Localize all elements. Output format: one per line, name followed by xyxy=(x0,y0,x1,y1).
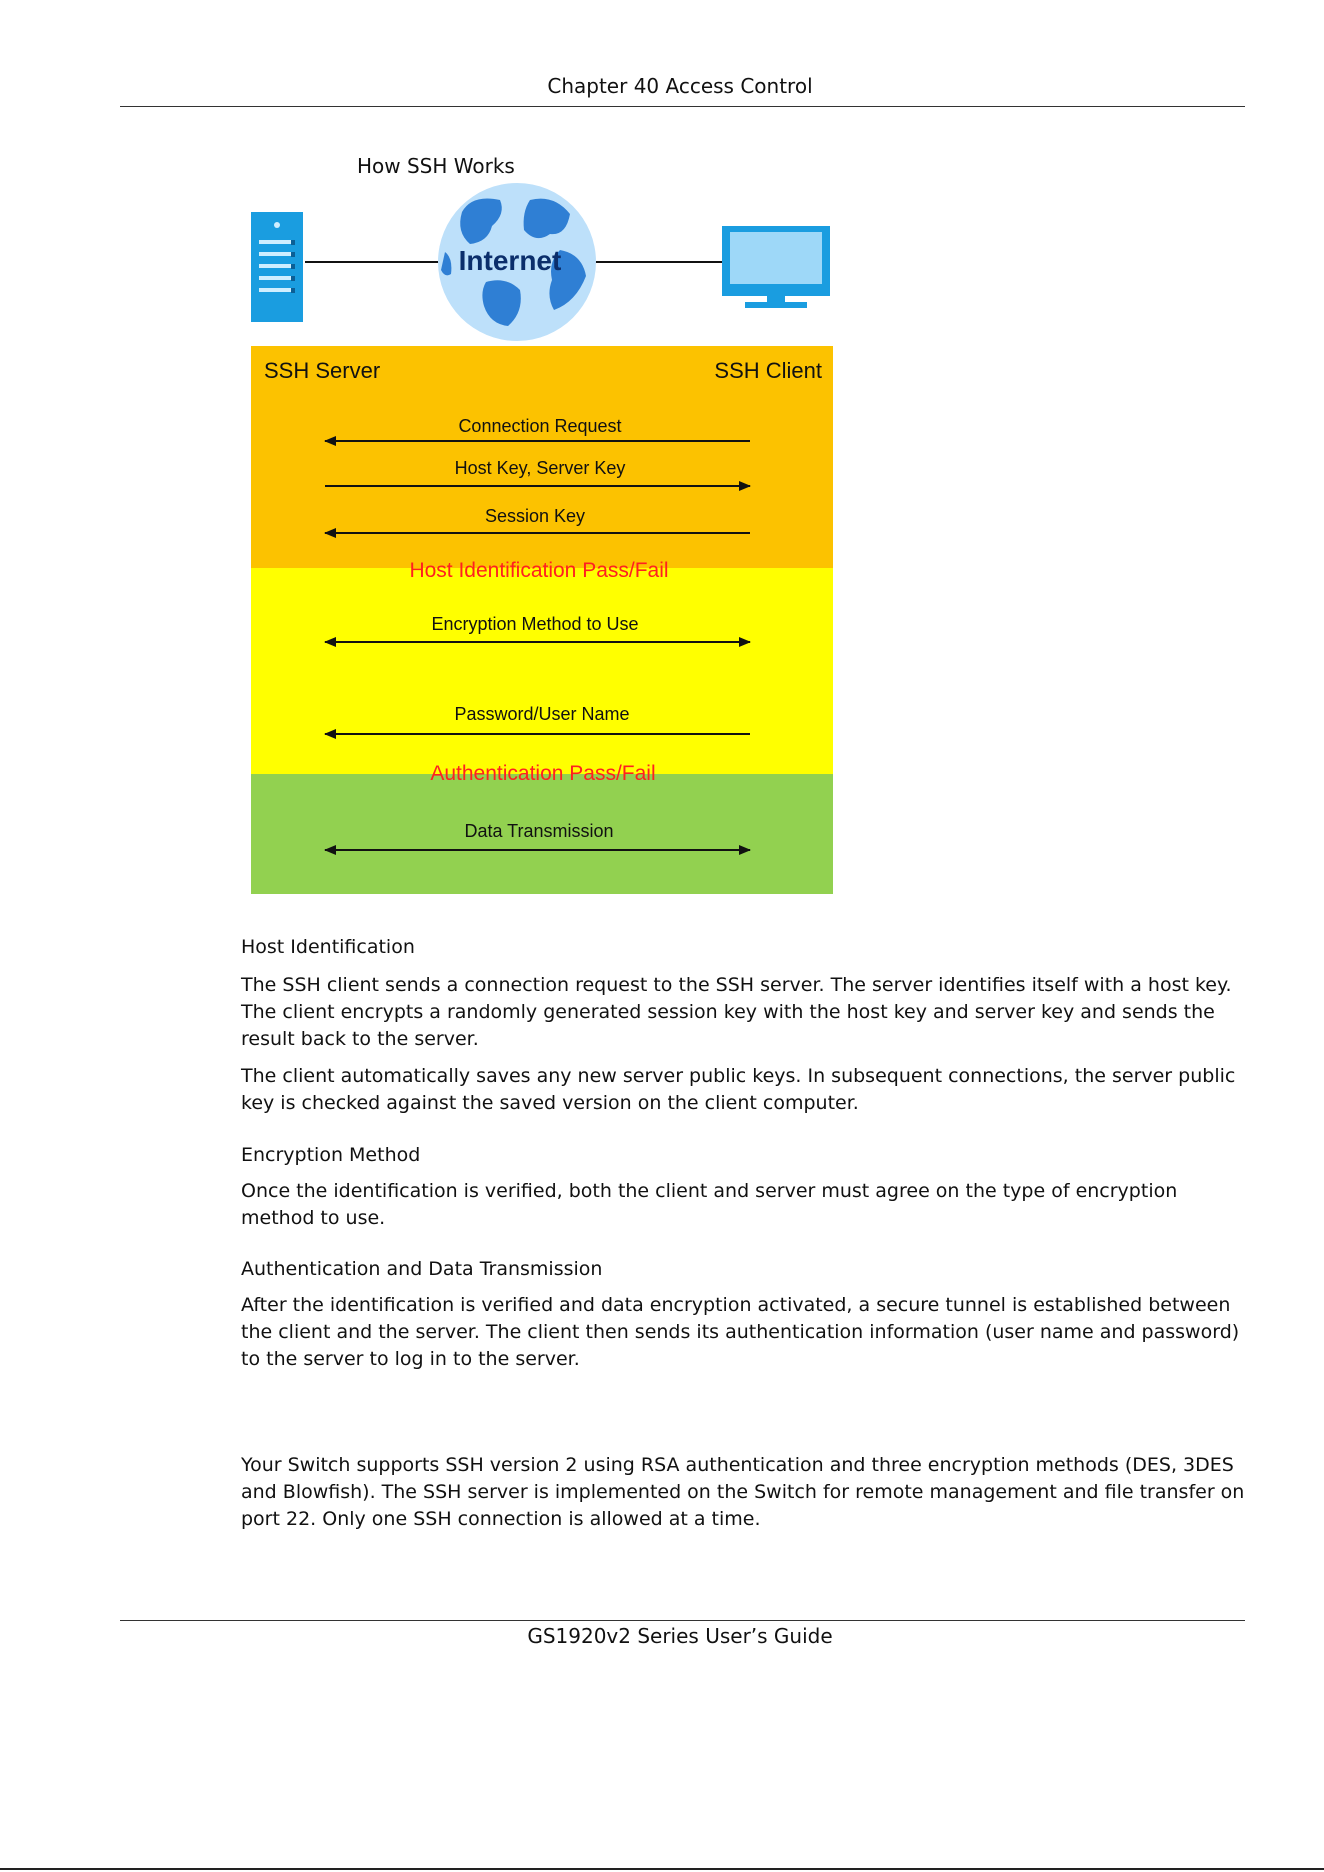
message-label-host-key: Host Key, Server Key xyxy=(454,458,626,478)
guide-footer: GS1920v2 Series User’s Guide xyxy=(527,1624,833,1648)
ssh-server-label: SSH Server xyxy=(264,358,381,383)
switch-support-paragraph: Your Switch supports SSH version 2 using RSA authentication and three encryption methods (DES, 3DES and Blowfish). The SSH server is implemented on the Switch for remote management and file transfer on port 22. Only one SSH connection is allowed at a time. xyxy=(241,1454,1245,1530)
message-label-password: Password/User Name xyxy=(454,704,630,724)
message-label-data-transmission: Data Transmission xyxy=(464,821,614,841)
section-authentication-heading: Authentication and Data Transmission xyxy=(241,1258,603,1280)
footer-rule xyxy=(120,1620,1245,1621)
server-icon xyxy=(251,212,303,322)
authentication-result: Authentication Pass/Fail xyxy=(430,762,656,785)
message-label-session-key: Session Key xyxy=(484,506,586,526)
message-label-connection-request: Connection Request xyxy=(458,416,622,436)
chapter-header: Chapter 40 Access Control xyxy=(547,74,813,98)
section-host-identification-heading: Host Identification xyxy=(241,936,415,958)
internet-label: Internet xyxy=(458,245,562,276)
section-host-identification-para-1: The SSH client sends a connection request to the SSH server. The server identifies itself with a host key. The client encrypts a randomly generated session key with the host key and server key and sends the result back to the server. xyxy=(241,974,1232,1050)
section-encryption-method-heading: Encryption Method xyxy=(241,1144,421,1166)
section-authentication-para-1: After the identification is verified and data encryption activated, a secure tunnel is established between the client and the server. The client then sends its authentication information (user name and password) to the server to log in to the server. xyxy=(241,1294,1240,1370)
section-encryption-method-para-1: Once the identification is verified, both the client and server must agree on the type of encryption method to use. xyxy=(241,1180,1178,1229)
phase-band-encryption-auth xyxy=(251,568,833,774)
figure-title: How SSH Works xyxy=(357,154,515,178)
monitor-icon xyxy=(722,226,830,308)
host-identification-result: Host Identification Pass/Fail xyxy=(409,559,669,582)
ssh-client-label: SSH Client xyxy=(714,358,822,383)
section-host-identification-para-2: The client automatically saves any new server public keys. In subsequent connections, the server public key is checked against the saved version on the client computer. xyxy=(241,1065,1236,1114)
message-label-encryption-method: Encryption Method to Use xyxy=(431,614,639,634)
page-bottom-edge xyxy=(0,1868,1324,1870)
